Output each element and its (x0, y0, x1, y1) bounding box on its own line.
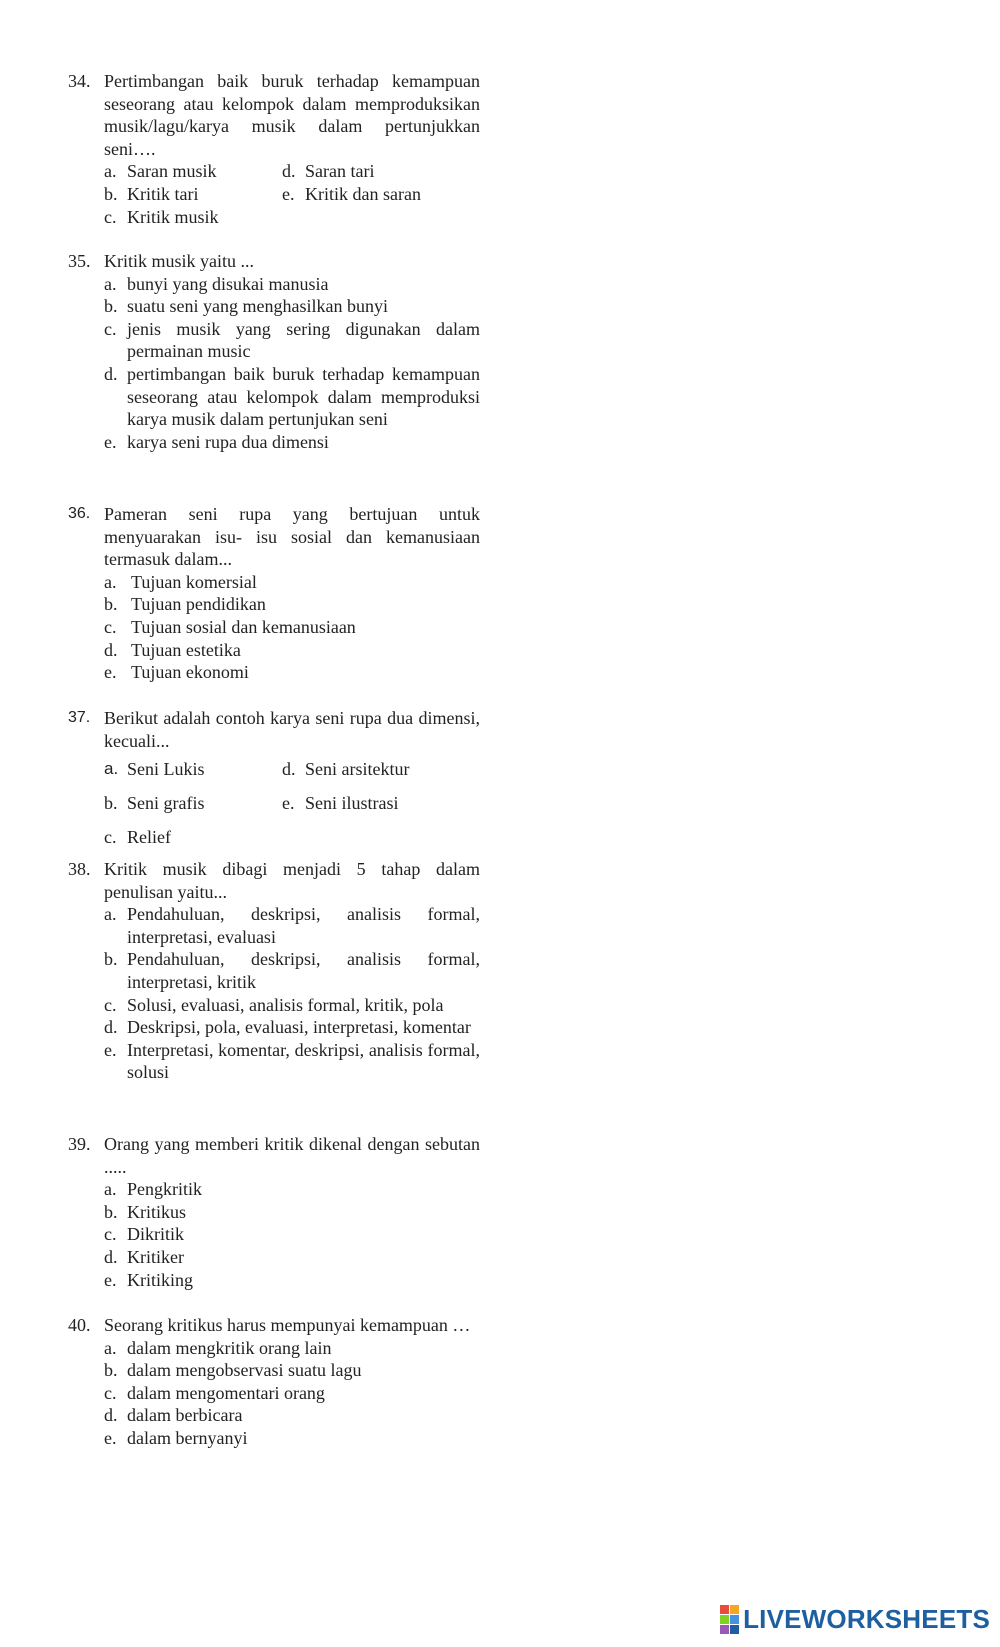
option-text: Relief (127, 827, 171, 848)
option-letter: c. (104, 994, 117, 1015)
options-list (104, 1178, 480, 1291)
option-letter: b. (104, 594, 118, 615)
question-text: Berikut adalah contoh karya seni rupa dua dimensi, kecuali... (104, 708, 480, 751)
option-letter: e. (104, 1039, 117, 1060)
option-letter: b. (104, 949, 118, 970)
option-text: Seni ilustrasi (305, 793, 399, 814)
options-list (104, 273, 480, 454)
option-e[interactable] (282, 183, 480, 206)
option-letter: d. (104, 639, 118, 660)
option-text: Deskripsi, pola, evaluasi, interpretasi, komentar (127, 1017, 471, 1038)
option-letter: e. (104, 1427, 117, 1448)
option-text: Kritiking (127, 1269, 193, 1290)
option-text: jenis musik yang sering digunakan dalam permainan music (127, 318, 480, 362)
option-c[interactable] (104, 994, 480, 1017)
option-letter: a. (104, 273, 117, 294)
option-letter: e. (282, 183, 295, 204)
question-text: Kritik musik dibagi menjadi 5 tahap dalam penulisan yaitu... (104, 859, 480, 902)
question-text: Pertimbangan baik buruk terhadap kemampuan seseorang atau kelompok dalam memproduksikan musik/lagu/karya musik dalam pertunjukkan seni…. (104, 71, 480, 159)
option-letter: b. (104, 793, 118, 814)
option-text: Kritik tari (127, 183, 199, 204)
option-text: Tujuan estetika (131, 639, 241, 660)
question-37 (68, 707, 480, 854)
option-a[interactable] (104, 752, 282, 786)
option-d[interactable] (104, 639, 480, 662)
option-letter: b. (104, 183, 118, 204)
option-text: Kritik musik (127, 206, 219, 227)
option-c[interactable] (104, 318, 480, 363)
option-text: dalam mengkritik orang lain (127, 1337, 332, 1358)
option-b[interactable] (104, 1201, 480, 1224)
logo-text: LIVEWORKSHEETS (743, 1604, 990, 1634)
option-letter: d. (104, 363, 118, 384)
option-letter: b. (104, 296, 118, 317)
option-e[interactable] (104, 1039, 480, 1084)
question-number: 35. (68, 251, 91, 271)
option-d[interactable] (104, 1246, 480, 1269)
option-text: dalam bernyanyi (127, 1427, 248, 1448)
option-text: Saran tari (305, 161, 375, 182)
option-text: dalam berbicara (127, 1405, 243, 1426)
options-grid (104, 160, 480, 228)
option-letter: c. (104, 1224, 117, 1245)
option-text: Seni grafis (127, 793, 205, 814)
question-36 (68, 503, 480, 684)
option-text: karya seni rupa dua dimensi (127, 431, 329, 452)
option-b[interactable] (104, 183, 282, 206)
option-text: Pendahuluan, deskripsi, analisis formal, interpretasi, kritik (127, 949, 480, 992)
option-letter: d. (104, 1405, 118, 1426)
option-a[interactable] (104, 1178, 480, 1201)
option-text: Kritiker (127, 1246, 184, 1267)
option-c[interactable] (104, 1382, 480, 1405)
option-text: Pengkritik (127, 1179, 202, 1200)
option-letter: a. (104, 161, 117, 182)
option-text: Seni arsitektur (305, 759, 410, 780)
option-e[interactable] (104, 661, 480, 684)
option-letter: a. (104, 904, 117, 925)
option-letter: e. (282, 793, 295, 814)
option-a[interactable] (104, 903, 480, 948)
option-c[interactable] (104, 206, 282, 229)
option-e[interactable] (282, 786, 480, 820)
option-letter: c. (104, 827, 117, 848)
question-35 (68, 250, 480, 453)
options-list (104, 571, 480, 684)
option-letter: c. (104, 318, 117, 339)
liveworksheets-logo[interactable] (720, 1604, 990, 1635)
option-d[interactable] (282, 752, 480, 786)
option-text: Seni Lukis (127, 759, 205, 780)
option-text: Tujuan pendidikan (131, 594, 266, 615)
option-letter: e. (104, 662, 117, 683)
option-text: pertimbangan baik buruk terhadap kemampuan seseorang atau kelompok dalam memproduksi karya musik dalam pertunjukan seni (127, 363, 480, 430)
option-d[interactable] (104, 1404, 480, 1427)
question-text: Pameran seni rupa yang bertujuan untuk menyuarakan isu- isu sosial dan kemanusiaan termasuk dalam... (104, 504, 480, 570)
option-letter: d. (104, 1017, 118, 1038)
option-d[interactable] (104, 363, 480, 431)
option-letter: c. (104, 206, 117, 227)
options-list (104, 1337, 480, 1450)
option-letter: a. (104, 759, 119, 779)
option-c[interactable] (104, 616, 480, 639)
option-b[interactable] (104, 1359, 480, 1382)
option-letter: c. (104, 1382, 117, 1403)
option-e[interactable] (104, 1269, 480, 1292)
option-letter: b. (104, 1360, 118, 1381)
option-b[interactable] (104, 593, 480, 616)
option-letter: e. (104, 1269, 117, 1290)
question-text: Orang yang memberi kritik dikenal dengan sebutan ..... (104, 1134, 480, 1177)
option-a[interactable] (104, 571, 480, 594)
option-b[interactable] (104, 786, 282, 820)
option-letter: a. (104, 571, 117, 592)
option-a[interactable] (104, 160, 282, 183)
question-text: Seorang kritikus harus mempunyai kemampuan … (104, 1315, 471, 1335)
option-letter: d. (282, 161, 296, 182)
option-a[interactable] (104, 1337, 480, 1360)
options-grid (104, 752, 480, 854)
option-letter: a. (104, 1179, 117, 1200)
option-letter: d. (282, 759, 296, 780)
option-text: Tujuan ekonomi (131, 662, 249, 683)
option-e[interactable] (104, 1427, 480, 1450)
option-b[interactable] (104, 948, 480, 993)
option-letter: e. (104, 431, 117, 452)
option-text: Dikritik (127, 1224, 184, 1245)
question-text: Kritik musik yaitu ... (104, 251, 254, 271)
option-text: Tujuan sosial dan kemanusiaan (131, 616, 356, 637)
question-number: 39. (68, 1134, 91, 1154)
option-text: suatu seni yang menghasilkan bunyi (127, 296, 388, 317)
question-39 (68, 1133, 480, 1291)
option-c[interactable] (104, 1223, 480, 1246)
option-text: dalam mengobservasi suatu lagu (127, 1360, 362, 1381)
option-b[interactable] (104, 295, 480, 318)
question-40 (68, 1314, 480, 1450)
question-number: 40. (68, 1315, 91, 1335)
option-e[interactable] (104, 431, 480, 454)
option-d[interactable] (282, 160, 480, 183)
options-list (104, 903, 480, 1084)
option-text: Saran musik (127, 161, 217, 182)
option-letter: b. (104, 1201, 118, 1222)
option-a[interactable] (104, 273, 480, 296)
option-text: dalam mengomentari orang (127, 1382, 325, 1403)
question-number: 37. (68, 709, 91, 726)
option-c[interactable] (104, 820, 282, 854)
option-text: Tujuan komersial (131, 571, 257, 592)
option-letter: a. (104, 1337, 117, 1358)
logo-blocks-icon (720, 1605, 739, 1634)
option-text: bunyi yang disukai manusia (127, 273, 329, 294)
question-34 (68, 70, 480, 228)
question-number: 34. (68, 71, 91, 91)
question-number: 36. (68, 505, 91, 522)
option-d[interactable] (104, 1016, 480, 1039)
option-text: Kritik dan saran (305, 183, 421, 204)
option-text: Kritikus (127, 1201, 187, 1222)
option-text: Pendahuluan, deskripsi, analisis formal, interpretasi, evaluasi (127, 904, 480, 947)
question-number: 38. (68, 859, 91, 879)
option-text: Solusi, evaluasi, analisis formal, kritik, pola (127, 994, 444, 1015)
option-letter: d. (104, 1246, 118, 1267)
question-38 (68, 858, 480, 1084)
option-text: Interpretasi, komentar, deskripsi, analisis formal, solusi (127, 1039, 480, 1083)
option-letter: c. (104, 616, 117, 637)
